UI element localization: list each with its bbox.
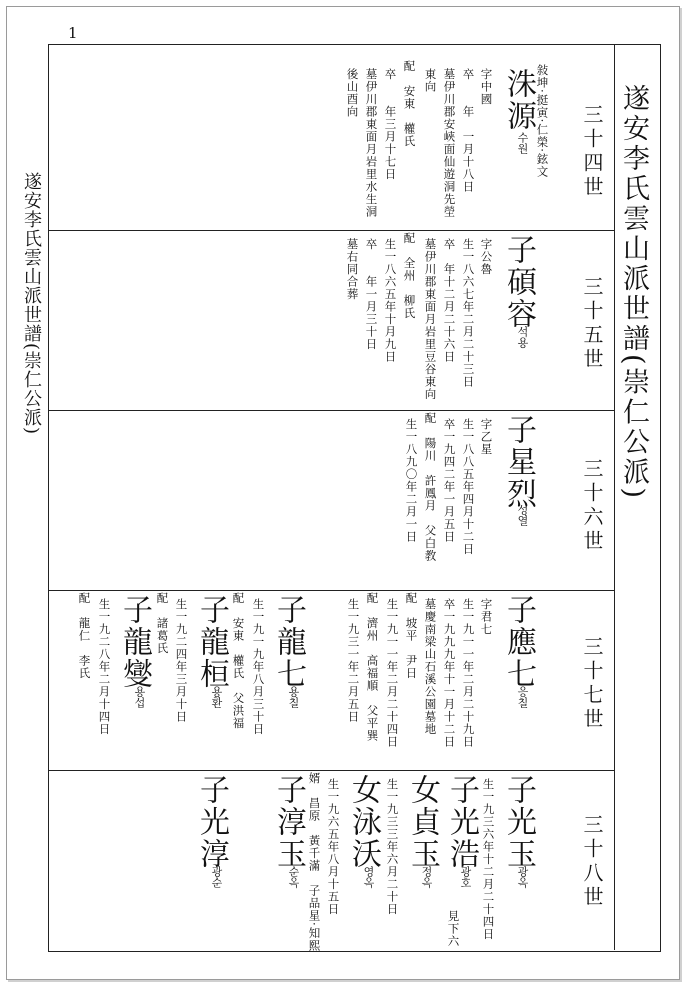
person-name-korean: 용섭 [133,686,146,708]
section-divider [48,590,614,591]
generation-label: 三十八世 [580,814,604,910]
generation-label: 三十七世 [580,636,604,732]
person-name-korean: 용환 [210,686,223,708]
person-name-korean: 순옥 [287,866,300,888]
person-name: 子龍燮 [117,594,152,690]
record-line: 配 全州 柳氏 [402,232,417,320]
generation-label: 三十六世 [580,458,604,554]
record-line: 後山酉向 [345,68,360,118]
record-line: 生一八九〇年二月一日 [404,418,419,543]
record-line: 卒一九四二年一月五日 [442,418,457,543]
person-name-korean: 광순 [210,866,223,888]
person-name: 女泳沃 [346,774,381,870]
record-line: 生一八六七年二月二十三日 [461,238,476,388]
record-line: 卒 年三月十七日 [383,68,398,181]
record-line: 生一九六五年八月十五日 [326,778,341,916]
record-line: 見下六 [446,910,461,948]
record-line: 字中國 [479,68,494,106]
person-name-korean: 정옥 [420,866,433,888]
generation-label: 三十五世 [580,276,604,372]
record-line: 配 安東 權氏 父洪福 [231,592,246,730]
person-name: 子光浩 [444,774,479,870]
record-line: 墓伊川郡東面月岩里豆谷東向 [423,238,438,401]
record-line: 配 陽川 許鳳月 父白教 [423,412,438,562]
person-name: 女貞玉 [405,774,440,870]
section-divider [48,410,614,411]
record-line: 墓伊川郡東面月岩里水生洞 [364,68,379,218]
record-line: 卒 年 一月十八日 [461,68,476,193]
person-name-korean: 용칠 [287,686,300,708]
section-divider [48,230,614,231]
record-line: 卒 年十二月二十六日 [442,238,457,363]
person-name: 子星烈 [501,414,536,510]
record-line: 墓右同合葬 [345,238,360,301]
record-line: 墓慶南梁山石溪公園墓地 [423,598,438,736]
person-name-korean: 수원 [516,132,529,154]
record-line: 墓伊川郡安峽面仙遊洞先塋 [442,68,457,218]
person-name: 子光玉 [501,774,536,870]
record-line: 敍坤·挺寅·仁榮·鉉文 [535,64,550,178]
record-line: 生一九三六年十二月二十四日 [481,778,496,941]
record-line: 字君七 [479,598,494,636]
record-line: 卒 年一月三十日 [364,238,379,351]
generation-label: 三十四世 [580,104,604,200]
record-line: 配 諸葛氏 [155,592,170,655]
person-name: 洙源 [501,68,536,132]
person-name-korean: 광옥 [516,866,529,888]
person-name: 子碩容 [501,234,536,330]
record-line: 生一八八五年四月十二日 [461,418,476,556]
record-line: 生一九二四年三月十日 [174,598,189,723]
record-line: 生一九三三年六月二十日 [385,778,400,916]
person-name-korean: 영옥 [362,866,375,888]
section-divider [48,770,614,771]
person-name-korean: 광호 [459,866,472,888]
record-line: 生一九三一年二月五日 [346,598,361,723]
person-name-korean: 성열 [516,504,529,526]
title-column-divider [614,44,615,950]
record-line: 配 濟州 高福順 父平巽 [365,592,380,742]
record-line: 婿 昌原 黃千滿 子品星·知熙 [307,772,322,952]
record-line: 生一九一九年八月三十日 [251,598,266,736]
person-name: 子應七 [501,594,536,690]
record-line: 生一九一一年二月二十九日 [461,598,476,748]
person-name: 子光淳 [194,774,229,870]
record-line: 生一九二八年二月十四日 [97,598,112,736]
main-title: 遂安李氏雲山派世譜(崇仁公派) [618,84,649,502]
record-line: 字公魯 [479,238,494,276]
record-line: 東向 [423,68,438,93]
person-name: 子淳玉 [271,774,306,870]
person-name-korean: 석용 [516,326,529,348]
side-title: 遂安李氏雲山派世譜(崇仁公派) [21,172,42,436]
record-line: 字乙星 [479,418,494,456]
person-name: 子龍桓 [194,594,229,690]
record-line: 配 龍仁 李氏 [77,592,92,680]
record-line: 卒一九九九年十一月十二日 [442,598,457,748]
record-line: 配 坡平 尹日 [404,592,419,680]
record-line: 配 安東 權氏 [402,60,417,148]
person-name: 子龍七 [271,594,306,690]
page-number: 1 [68,24,78,42]
record-line: 生一八六五年十月九日 [383,238,398,363]
record-line: 生一九一一年二月二十四日 [385,598,400,748]
person-name-korean: 응칠 [516,686,529,708]
